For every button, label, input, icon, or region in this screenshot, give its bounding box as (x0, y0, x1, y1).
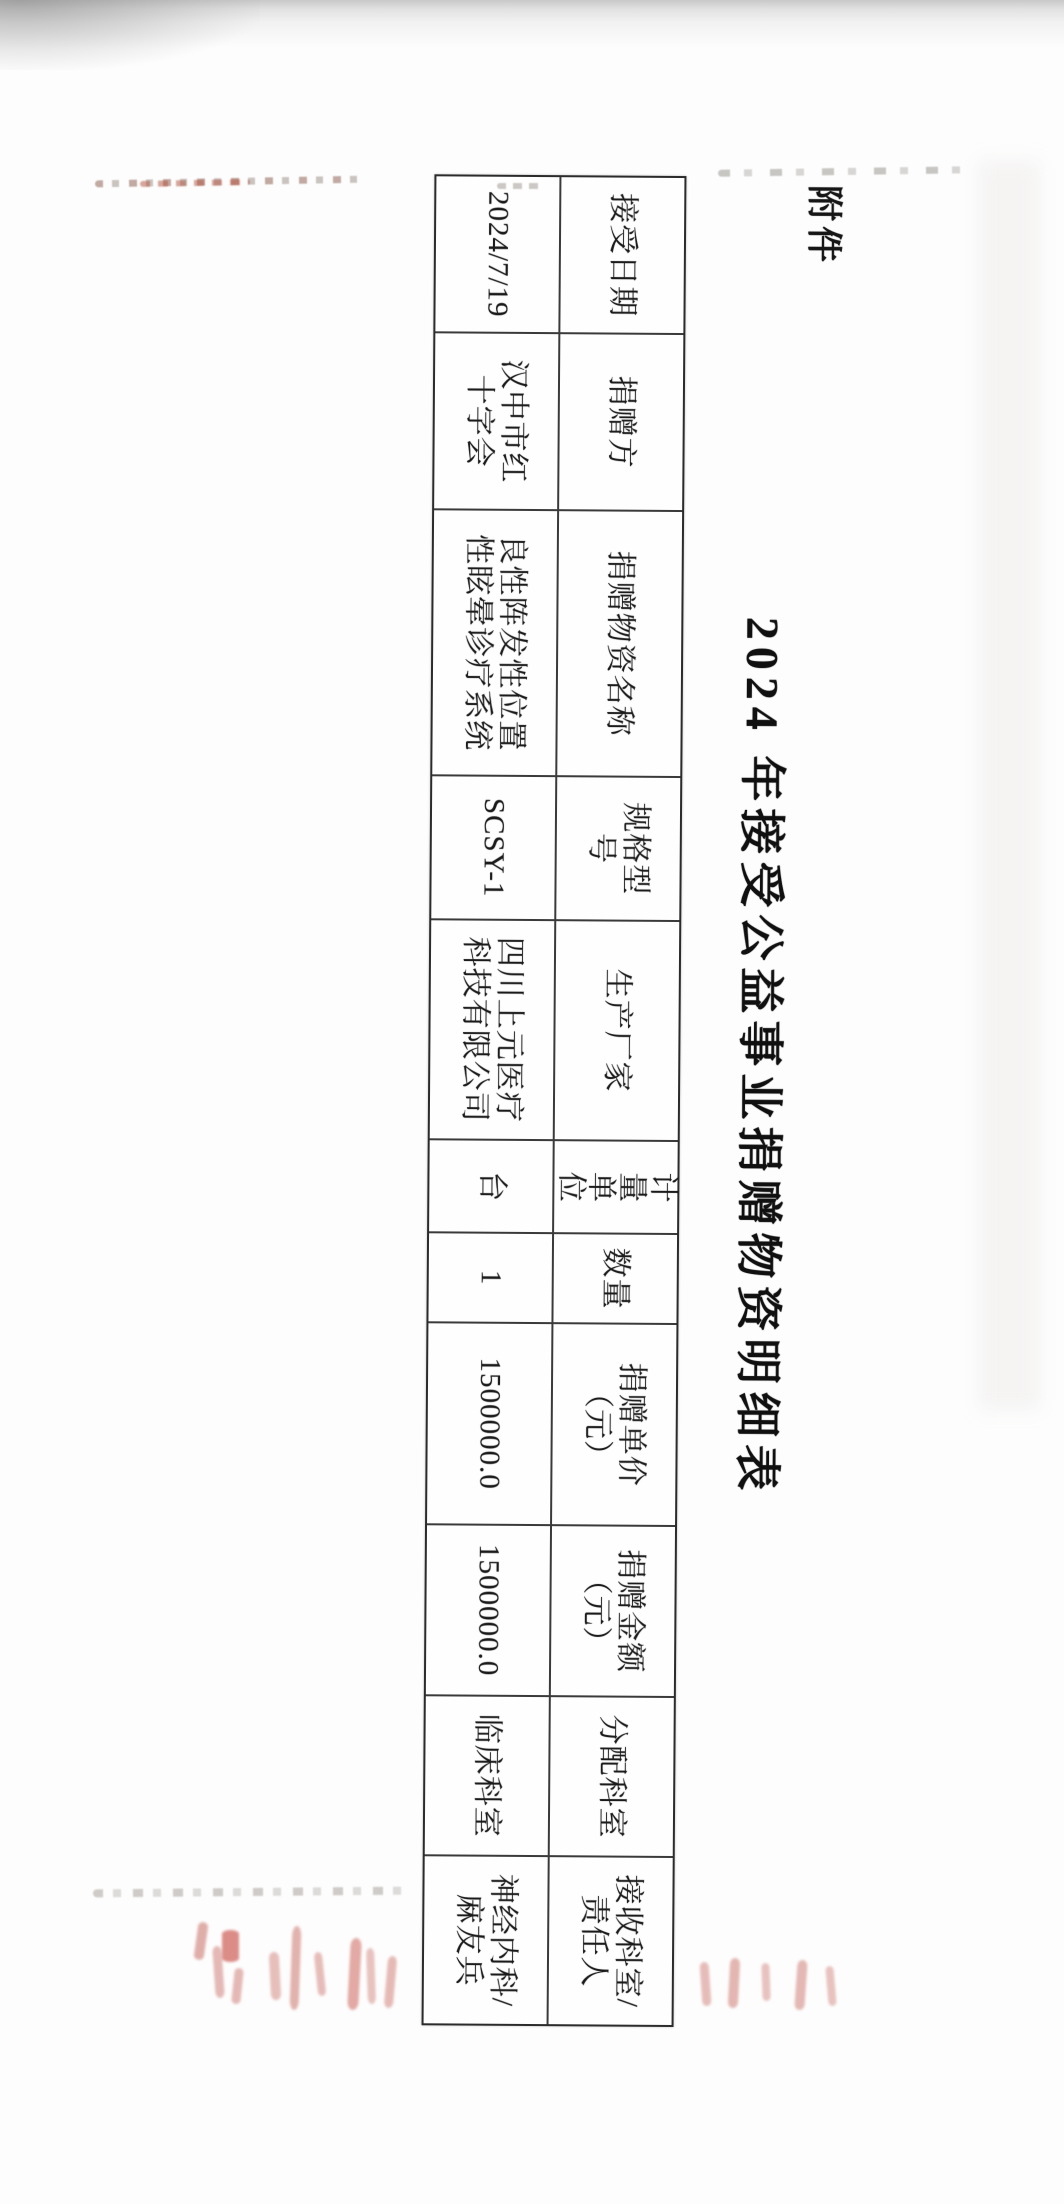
header-item-name: 捐赠物资名称 (555, 509, 682, 776)
table-header-row (547, 177, 685, 2025)
donation-table (422, 174, 687, 2027)
value-assigned-dept: 临床科室 (425, 1694, 549, 1855)
value-receiving-dept: 神经内科/ 麻友兵 (424, 1854, 548, 2024)
header-manufacturer: 生产厂家 (553, 919, 680, 1140)
header-accept-date: 接受日期 (558, 177, 684, 333)
header-unit: 计 量 单 位 (552, 1139, 678, 1233)
header-unit-price: 捐赠单价 （元） (550, 1322, 676, 1525)
table-data-row (424, 176, 560, 2024)
value-quantity: 1 (428, 1231, 552, 1322)
value-spec-model: SCSY-1 (431, 774, 555, 919)
value-unit: 台 (429, 1138, 553, 1232)
document-title: 2024 年接受公益事业捐赠物资明细表 (731, 616, 789, 1498)
value-amount: 1500000.0 (426, 1523, 550, 1695)
header-receiving-dept: 接收科室/ 责任人 (547, 1855, 673, 2025)
value-donor: 汉中市红 十字会 (434, 331, 558, 509)
value-accept-date: 2024/7/19 (481, 190, 515, 318)
value-unit-price: 1500000.0 (427, 1321, 551, 1524)
header-assigned-dept: 分配科室 (548, 1695, 674, 1856)
header-donor: 捐赠方 (557, 332, 683, 510)
attachment-label: 附件 (803, 184, 845, 268)
value-item-name: 良性阵发性位置 性眩晕诊疗系统 (432, 508, 557, 775)
header-spec-model: 规格型 号 (554, 775, 680, 920)
header-quantity: 数量 (551, 1232, 677, 1323)
value-manufacturer: 四川上元医疗 科技有限公司 (430, 918, 555, 1139)
header-amount: 捐赠金额 （元） (549, 1524, 675, 1696)
